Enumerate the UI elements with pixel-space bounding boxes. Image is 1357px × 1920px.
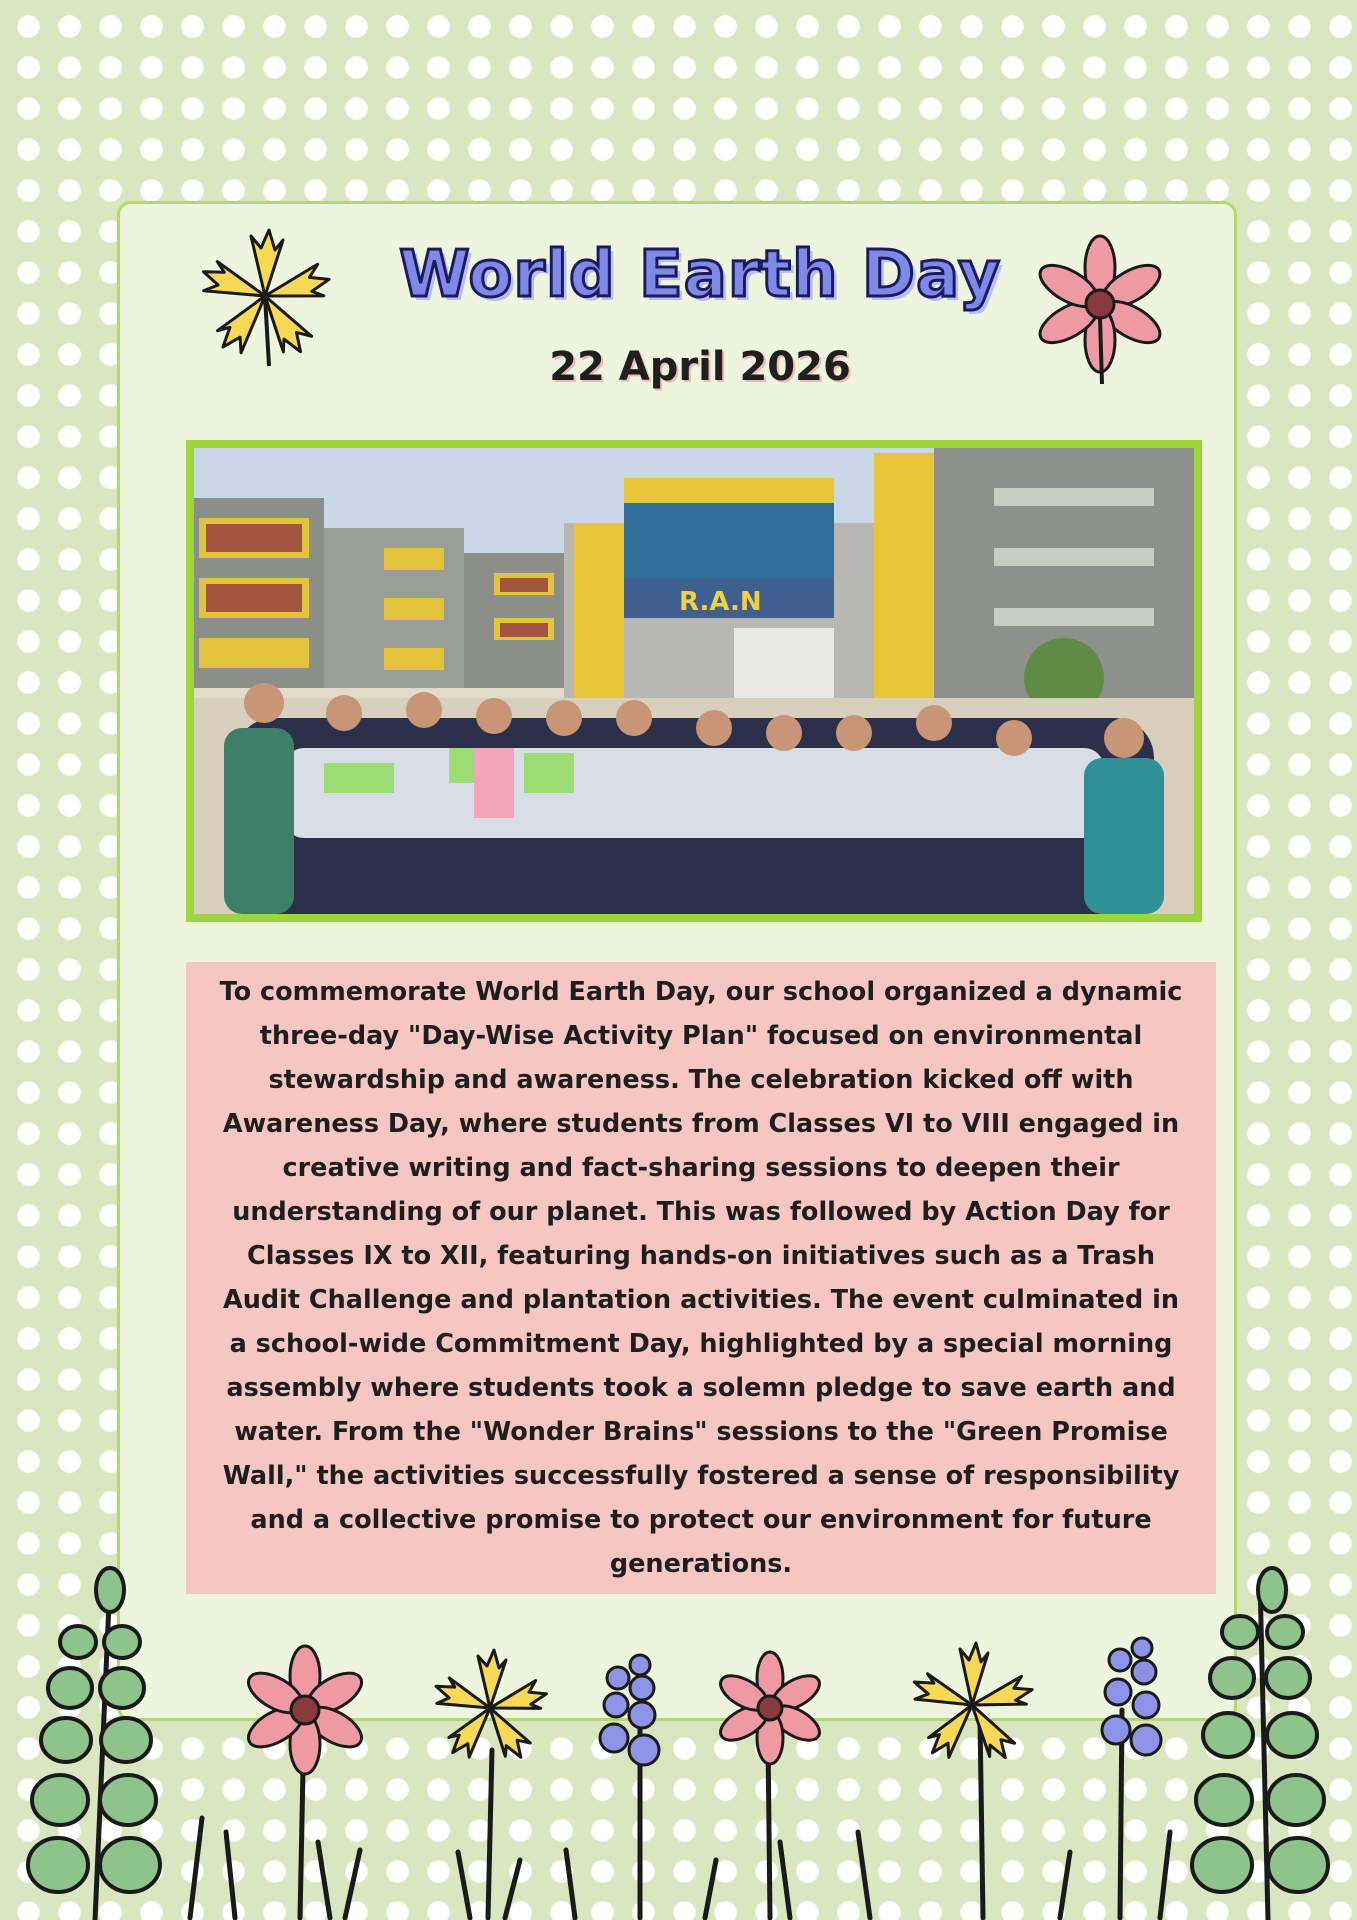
pink-flower-icon <box>242 1646 368 1774</box>
building-sign: R.A.N <box>679 587 762 617</box>
event-date: 22 April 2026 <box>549 344 851 390</box>
pink-flower-icon <box>715 1652 825 1764</box>
page-title: World Earth Day <box>399 238 1001 312</box>
yellow-flower-icon <box>185 218 345 378</box>
description-box <box>186 962 1216 1594</box>
flower-border-decoration <box>0 1560 1357 1920</box>
purple-grape-flower-icon <box>1102 1638 1161 1755</box>
yellow-flower-icon <box>431 1650 550 1764</box>
event-description: To commemorate World Earth Day, our school organized a dynamic three-day "Day-Wise Activity Plan" focused on environmental stewardship and awareness. The celebration kicked off with Awareness Day, where students from Classes VI to VIII engaged in creative writing and fact-sharing sessions to deepen their understanding of our planet. This was followed by Action Day for Classes IX to XII, featuring hands-on initiatives such as a Trash Audit Challenge and plantation activities. The event culminated in a school-wide Commitment Day, highlighted by a special morning assembly where students took a solemn pledge to save earth and water. From the "Wonder Brains" sessions to the "Green Promise Wall," the activities successfully fostered a sense of responsibility and a collective promise to protect our environment for future generations. <box>219 977 1183 1579</box>
group-photo-image <box>194 448 1194 914</box>
yellow-flower-icon <box>909 1643 1036 1765</box>
pink-flower-icon <box>1022 228 1182 388</box>
purple-grape-flower-icon <box>600 1655 659 1765</box>
photo-frame <box>186 440 1202 922</box>
